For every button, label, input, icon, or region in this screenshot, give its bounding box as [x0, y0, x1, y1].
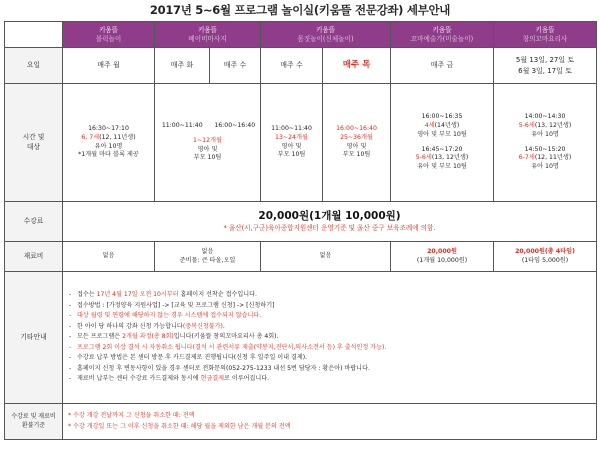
time-block: 16:30~17:10 6, 7세(12, 11년생) 유아 10명 *1개월 마다 블록 제공	[63, 84, 155, 202]
header-little-artist: 키움뜰 꼬마예술가(미술놀이)	[391, 22, 494, 48]
time-art: 16:00~16:35 4세(14년생) 영아 및 부모 10팀 16:45~17:20 5-6세(13, 12년생) 유아 및 부모 10팀	[391, 84, 494, 202]
label-other: 기타안내	[5, 272, 63, 404]
day-block: 매주 월	[63, 48, 155, 84]
label-refund: 수강료 및 재료비 환불기준	[5, 404, 63, 440]
page-title: 2017년 5~6월 프로그램 놀이실(키움뜰 전문강좌) 세부안내	[149, 3, 451, 17]
header-body-play: 키움뜰 몸짓놀이(신체놀이)	[261, 22, 391, 48]
day-cook: 5월 13일, 27일 토 6월 3일, 17일 토	[494, 48, 597, 84]
refund-cell: * 수강 개강 전날까지 그 신청을 취소한 때: 전액 * 수강 개강일 또는 그 이후 신청을 취소한 때: 해당 월을 제외한 남은 개월 분의 전액	[63, 404, 597, 440]
label-time: 시간 및 대상	[5, 84, 63, 202]
material-baby: 없음 준비물: 큰 타올,오일	[155, 242, 261, 272]
note-item: - 한 아이 당 하나의 강좌 신청 가능합니다(중복신청불가).	[69, 322, 592, 332]
material-block: 없음	[63, 242, 155, 272]
note-item: - 재료비 납부는 센터 수강료 카드결제와 동시에 현금결제로 이루어집니다.	[69, 374, 592, 384]
label-fee: 수강료	[5, 202, 63, 242]
material-body: 없음	[261, 242, 391, 272]
day-art: 매주 금	[391, 48, 494, 84]
note-item: - 접수방법 : [가정양육 지원사업] -> [교육 및 프로그램 신청] -> [신청하기]	[69, 301, 592, 311]
note-item: - 모든 프로그램은 2개월 과정(총 8회)입니다(키움뜰 창의꼬마요리사 총 4회).	[69, 332, 592, 342]
header-block: 키움뜰 블럭놀이	[63, 22, 155, 48]
note-item: - 홈페이지 신청 후 변동사항이 있을 경우 센터로 전화문의(052-275-1233 내선 5번 담당자 : 황은아) 바랍니다.	[69, 364, 592, 374]
day-baby-tue: 매주 화	[155, 48, 210, 84]
day-body-wed: 매주 수	[261, 48, 323, 84]
note-item: - 프로그램 2회 이상 결석 시 자동취소 됩니다(결석 시 관련서류 제출(약봉지,진단서,의사소견서 등) 후 출석인정 가능).	[69, 343, 592, 353]
day-body-thu: 매주 목	[323, 48, 391, 84]
material-art: 20,000원 (1개월 10,000원)	[391, 242, 494, 272]
time-cook: 14:00~14:30 5-6세(13, 12년생) 유아 10명 14:50~15:20 6-7세(12, 11년생) 유아 10명	[494, 84, 597, 202]
note-item: - 접수는 17년 4월 17일 오전 10시부터 홈페이지 선착순 접수입니다.	[69, 290, 592, 300]
time-baby-massage: 11:00~11:40 16:00~16:40 1~12개월 영아 및 부모 10팀	[155, 84, 261, 202]
note-item: - 수강료 납부 방법은 본 센터 방문 후 카드결제로 진행됩니다(신청 후 일주일 이내 결제).	[69, 353, 592, 363]
header-baby-massage: 키움뜰 베이비마사지	[155, 22, 261, 48]
time-body-2: 16:00~16:40 25~36개월 영아 및 부모 10팀	[323, 84, 391, 202]
day-baby-wed: 매주 수	[210, 48, 261, 84]
program-table	[4, 21, 597, 440]
header-little-chef: 키움뜰 창의꼬마요리사	[494, 22, 597, 48]
notes-cell	[63, 272, 597, 404]
note-item: - 대상 월령 및 연령에 해당하지 않는 경우 시스템에 접수되지 않습니다.	[69, 311, 592, 321]
fee-cell: 20,000원(1개월 10,000원) * 울산(시,구군)육아종합지원센터 운영기준 및 울산 중구 보육조례에 의함.	[63, 202, 597, 242]
corner-cell	[5, 22, 63, 48]
label-day: 요일	[5, 48, 63, 84]
material-cook: 20,000원(총 4타임) (1타임 5,000원)	[494, 242, 597, 272]
label-material: 재료비	[5, 242, 63, 272]
time-body-1: 11:00~11:40 13~24개월 영아 및 부모 10팀	[261, 84, 323, 202]
